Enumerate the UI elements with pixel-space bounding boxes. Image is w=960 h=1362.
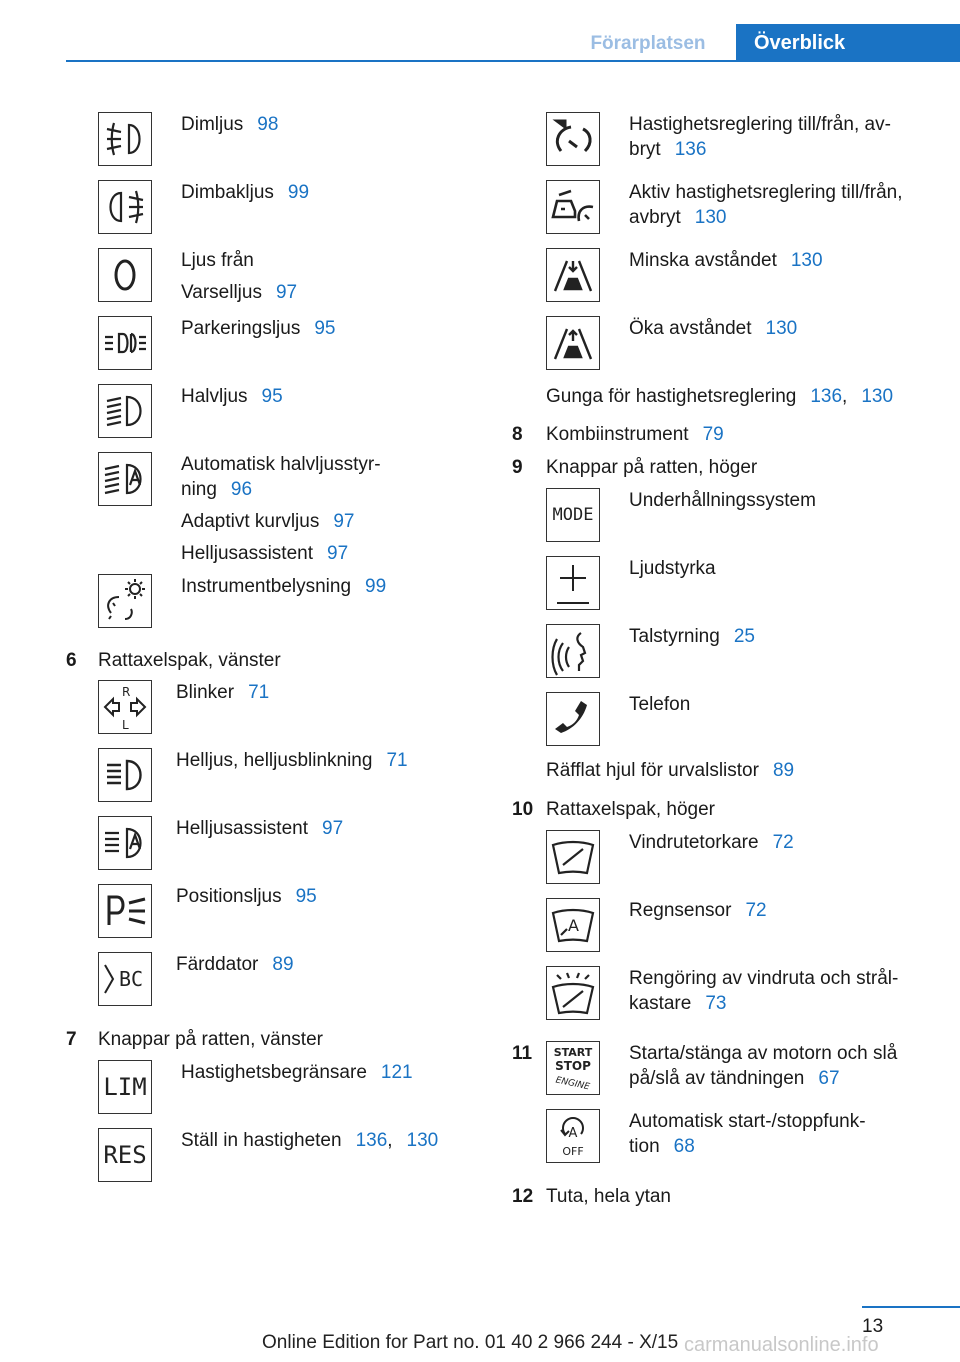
wiper-icon bbox=[546, 830, 600, 884]
instrument-lighting-icon bbox=[98, 574, 152, 628]
auto-halvljus-line2: ning 96 bbox=[181, 479, 253, 500]
decrease-distance-icon bbox=[546, 248, 600, 302]
position-light-icon bbox=[98, 884, 152, 938]
fog-light-icon bbox=[98, 112, 152, 166]
aktiv-line2: avbryt 130 bbox=[629, 207, 727, 228]
instrumentbelysning-text: Instrumentbelysning 99 bbox=[181, 576, 387, 597]
rengoring-line2: kastare 73 bbox=[629, 993, 727, 1014]
auto-halvljus-line1: Automatisk halvljusstyr- bbox=[181, 454, 381, 475]
low-beam-icon bbox=[98, 384, 152, 438]
item-number-9: 9 bbox=[512, 457, 523, 478]
halvljus-text: Halvljus 95 bbox=[181, 386, 283, 407]
page-number: 13 bbox=[862, 1316, 884, 1337]
cruise-control-icon bbox=[546, 112, 600, 166]
item-10-title: Rattaxelspak, höger bbox=[546, 799, 715, 820]
aktiv-line1: Aktiv hastighetsreglering till/från, bbox=[629, 182, 903, 203]
talstyrning-text: Talstyrning 25 bbox=[629, 626, 755, 647]
speed-limiter-icon bbox=[98, 1060, 152, 1114]
rafflat-text: Räfflat hjul för urvalslistor 89 bbox=[546, 760, 795, 781]
item-number-8: 8 bbox=[512, 424, 523, 445]
mode-button-label: MODE bbox=[552, 505, 594, 525]
regnsensor-text: Regnsensor 72 bbox=[629, 900, 767, 921]
edition-footer: Online Edition for Part no. 01 40 2 966 244 - X/15 bbox=[262, 1332, 679, 1353]
rain-sensor-icon bbox=[546, 898, 600, 952]
item-8-title: Kombiinstrument 79 bbox=[546, 424, 724, 445]
header-section-tab[interactable]: Förarplatsen bbox=[590, 33, 706, 54]
underhall-text: Underhållningssystem bbox=[629, 490, 816, 511]
start-stop-label-stop: STOP bbox=[555, 1059, 591, 1073]
rear-fog-light-icon bbox=[98, 180, 152, 234]
item-number-6: 6 bbox=[66, 650, 77, 671]
mode-button-icon bbox=[546, 488, 600, 542]
parkeringsljus-text: Parkeringsljus 95 bbox=[181, 318, 336, 339]
dimljus-text: Dimljus 98 bbox=[181, 114, 279, 135]
parking-light-icon bbox=[98, 316, 152, 370]
turn-signal-icon bbox=[98, 680, 152, 734]
rain-sensor-label: A bbox=[568, 916, 579, 935]
blinker-text: Blinker 71 bbox=[176, 682, 270, 703]
autostart-line1: Automatisk start-/stoppfunk- bbox=[629, 1111, 866, 1132]
farddator-text: Färddator 89 bbox=[176, 954, 294, 975]
ljus-fran-text: Ljus från bbox=[181, 250, 254, 271]
oka-text: Öka avståndet 130 bbox=[629, 318, 798, 339]
item-number-10: 10 bbox=[512, 799, 534, 820]
turn-signal-r-label: R bbox=[122, 685, 131, 699]
telefon-text: Telefon bbox=[629, 694, 691, 715]
dimbakljus-text: Dimbakljus 99 bbox=[181, 182, 310, 203]
watermark: carmanualsonline.info bbox=[684, 1334, 879, 1356]
helljusassistent-b-text: Helljusassistent 97 bbox=[176, 818, 344, 839]
item-number-11: 11 bbox=[512, 1043, 533, 1064]
varselljus-text: Varselljus 97 bbox=[181, 282, 298, 303]
trip-computer-icon bbox=[98, 952, 152, 1006]
helljus-text: Helljus, helljusblinkning 71 bbox=[176, 750, 408, 771]
auto-start-stop-a-label: A bbox=[568, 1126, 578, 1141]
high-beam-icon bbox=[98, 748, 152, 802]
speed-limiter-label: LIM bbox=[103, 1073, 147, 1101]
volume-icon bbox=[546, 556, 600, 610]
item-6-title: Rattaxelspak, vänster bbox=[98, 650, 281, 671]
resume-speed-label: RES bbox=[103, 1141, 147, 1169]
auto-start-stop-icon bbox=[546, 1109, 600, 1163]
voice-control-icon bbox=[546, 624, 600, 678]
item-number-12: 12 bbox=[512, 1186, 534, 1207]
washer-icon bbox=[546, 966, 600, 1020]
helljusassistent-a-text: Helljusassistent 97 bbox=[181, 543, 349, 564]
header-divider bbox=[66, 60, 960, 62]
hastighetsbegransare-text: Hastighetsbegränsare 121 bbox=[181, 1062, 413, 1083]
item-number-7: 7 bbox=[66, 1029, 77, 1050]
item-12-title: Tuta, hela ytan bbox=[546, 1186, 671, 1207]
hastreg-line1: Hastighetsreglering till/från, av- bbox=[629, 114, 891, 135]
ljudstyrka-text: Ljudstyrka bbox=[629, 558, 716, 579]
item-7-title: Knappar på ratten, vänster bbox=[98, 1029, 323, 1050]
auto-start-stop-off-label: OFF bbox=[562, 1145, 584, 1158]
start-stop-button-icon bbox=[546, 1041, 600, 1095]
startstop-line1: Starta/stänga av motorn och slå bbox=[629, 1043, 898, 1064]
startstop-line2: på/slå av tändningen 67 bbox=[629, 1068, 840, 1089]
active-cruise-icon bbox=[546, 180, 600, 234]
rengoring-line1: Rengöring av vindruta och strål- bbox=[629, 968, 899, 989]
lights-off-icon bbox=[98, 248, 152, 302]
vindrute-text: Vindrutetorkare 72 bbox=[629, 832, 794, 853]
start-stop-label-start: START bbox=[553, 1046, 593, 1059]
item-9-title: Knappar på ratten, höger bbox=[546, 457, 758, 478]
footer-divider bbox=[862, 1306, 960, 1308]
adaptivt-text: Adaptivt kurvljus 97 bbox=[181, 511, 355, 532]
positionsljus-text: Positionsljus 95 bbox=[176, 886, 317, 907]
hastreg-line2: bryt 136 bbox=[629, 139, 707, 160]
high-beam-assist-icon bbox=[98, 816, 152, 870]
minska-text: Minska avståndet 130 bbox=[629, 250, 823, 271]
autostart-line2: tion 68 bbox=[629, 1136, 695, 1157]
auto-low-beam-icon bbox=[98, 452, 152, 506]
start-stop-label-engine: ENGINE bbox=[554, 1075, 591, 1093]
turn-signal-l-label: L bbox=[122, 718, 129, 732]
resume-speed-icon bbox=[98, 1128, 152, 1182]
telephone-icon bbox=[546, 692, 600, 746]
header-chapter-tab[interactable]: Överblick bbox=[736, 24, 960, 62]
gunga-text: Gunga för hastighetsreglering 136, 130 bbox=[546, 386, 894, 407]
increase-distance-icon bbox=[546, 316, 600, 370]
trip-computer-label: BC bbox=[118, 967, 144, 991]
stall-in-text: Ställ in hastigheten 136, 130 bbox=[181, 1130, 439, 1151]
